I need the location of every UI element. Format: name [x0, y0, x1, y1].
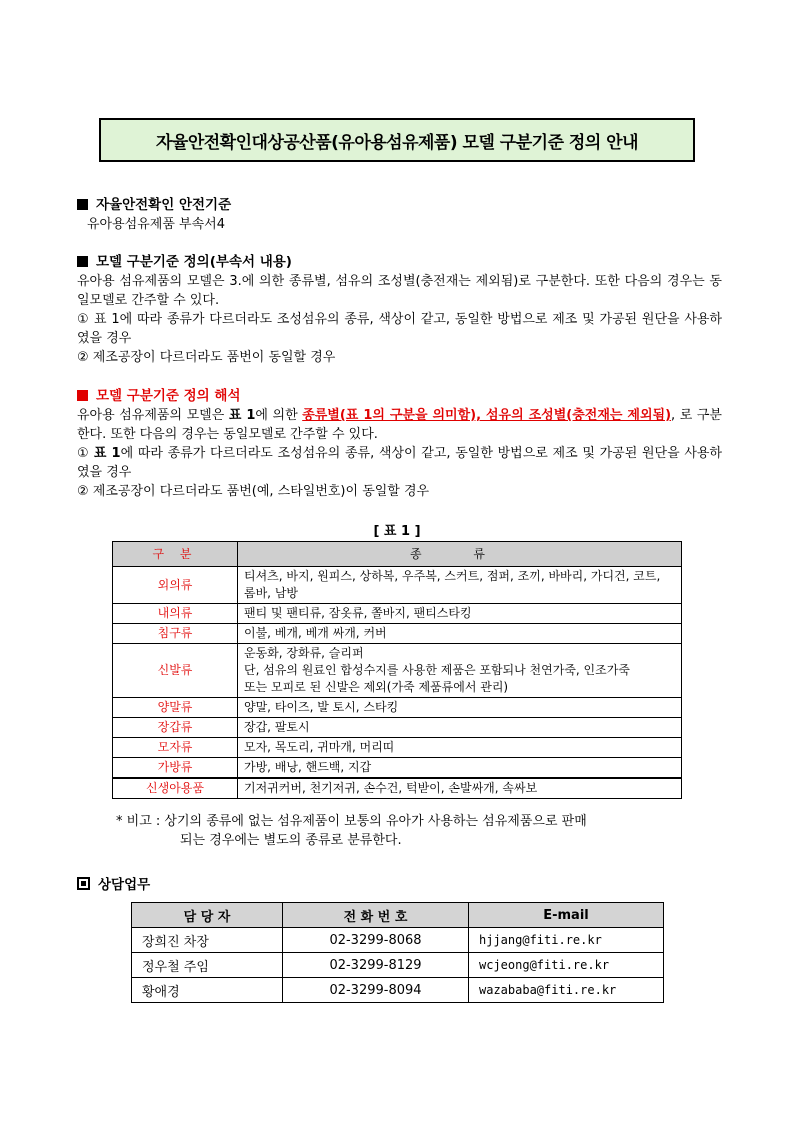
description-cell: 가방, 배낭, 핸드백, 지갑	[238, 758, 682, 779]
description-cell: 양말, 타이즈, 발 토시, 스타킹	[238, 698, 682, 718]
category-cell: 신생아용품	[113, 778, 238, 799]
table-row	[113, 604, 682, 624]
table-note: * 비고 : 상기의 종류에 없는 섬유제품이 보통의 유아가 사용하는 섬유제품으로 판매 되는 경우에는 별도의 종류로 분류한다.	[116, 814, 587, 848]
category-cell: 신발류	[113, 644, 238, 698]
contact-name: 장희진 차장	[132, 928, 283, 953]
section-heading: 모델 구분기준 정의(부속서 내용)	[77, 253, 722, 272]
category-cell: 침구류	[113, 624, 238, 644]
description-cell: 운동화, 장화류, 슬리퍼 단, 섬유의 원료인 합성수지를 사용한 제품은 포함되나 천연가죽, 인조가죽 또는 모피로 된 신발은 제외(가죽 제품류에서 관리)	[238, 644, 682, 698]
table-header-row	[132, 903, 664, 928]
description-cell: 장갑, 팔토시	[238, 718, 682, 738]
table-row	[113, 738, 682, 758]
category-table	[112, 541, 682, 799]
square-bullet-icon	[77, 390, 88, 401]
contact-phone: 02-3299-8094	[283, 978, 469, 1003]
table-row	[113, 758, 682, 779]
column-header: 담 당 자	[132, 903, 283, 928]
contact-name: 황애경	[132, 978, 283, 1003]
section-safety-standard	[77, 196, 722, 234]
column-header: 구 분	[113, 542, 238, 567]
list-item: ① 표 1에 따라 종류가 다르더라도 조성섬유의 종류, 색상이 같고, 동일한 방법으로 제조 및 가공된 원단을 사용하였을 경우	[77, 312, 722, 346]
consult-heading: 상담업무	[77, 873, 150, 893]
category-cell: 장갑류	[113, 718, 238, 738]
paragraph: 유아용 섬유제품의 모델은 표 1에 의한 종류별(표 1의 구분을 의미함), 섬유의 조성별(충전재는 제외됨), 로 구분한다. 또한 다음의 경우는 동일모델로 간주할 수 있다.	[77, 408, 722, 442]
section-heading: 모델 구분기준 정의 해석	[77, 387, 722, 406]
description-cell: 팬티 및 팬티류, 잠옷류, 쫄바지, 팬티스타킹	[238, 604, 682, 624]
square-bullet-icon	[77, 256, 88, 267]
table-row	[132, 978, 664, 1003]
table-row	[113, 624, 682, 644]
section-model-interpretation	[77, 387, 722, 501]
table-caption: [ 표 1 ]	[373, 524, 421, 539]
contact-email[interactable]: wazababa@fiti.re.kr	[469, 978, 664, 1003]
table-row	[132, 928, 664, 953]
paragraph: 유아용 섬유제품의 모델은 3.에 의한 종류별, 섬유의 조성별(충전재는 제외됨)로 구분한다. 또한 다음의 경우는 동일모델로 간주할 수 있다.	[77, 274, 722, 308]
contact-name: 정우철 주임	[132, 953, 283, 978]
description-cell: 모자, 목도리, 귀마개, 머리띠	[238, 738, 682, 758]
highlighted-text: 종류별(표 1의 구분을 의미함), 섬유의 조성별(충전재는 제외됨)	[302, 408, 672, 423]
section-model-definition	[77, 253, 722, 367]
category-cell: 양말류	[113, 698, 238, 718]
contact-email[interactable]: hjjang@fiti.re.kr	[469, 928, 664, 953]
table-row	[113, 644, 682, 698]
category-cell: 모자류	[113, 738, 238, 758]
description-cell: 기저귀커버, 천기저귀, 손수건, 턱받이, 손발싸개, 속싸보	[238, 778, 682, 799]
contact-phone: 02-3299-8129	[283, 953, 469, 978]
boxed-square-bullet-icon	[77, 877, 90, 890]
column-header: E-mail	[469, 903, 664, 928]
description-cell: 이불, 베개, 베개 싸개, 커버	[238, 624, 682, 644]
table-header-row	[113, 542, 682, 567]
table-row	[113, 778, 682, 799]
column-header: 종 류	[238, 542, 682, 567]
category-cell: 내의류	[113, 604, 238, 624]
table-row	[132, 953, 664, 978]
column-header: 전 화 번 호	[283, 903, 469, 928]
category-cell: 외의류	[113, 567, 238, 604]
contact-table	[131, 902, 664, 1003]
table-row	[113, 718, 682, 738]
table-row	[113, 567, 682, 604]
description-cell: 티셔츠, 바지, 원피스, 상하복, 우주복, 스커트, 점퍼, 조끼, 바바리, 가디건, 코트, 롬바, 남방	[238, 567, 682, 604]
contact-phone: 02-3299-8068	[283, 928, 469, 953]
table-row	[113, 698, 682, 718]
page-title: 자율안전확인대상공산품(유아용섬유제품) 모델 구분기준 정의 안내	[99, 118, 695, 162]
contact-email[interactable]: wcjeong@fiti.re.kr	[469, 953, 664, 978]
section-heading: 자율안전확인 안전기준	[77, 196, 722, 215]
square-bullet-icon	[77, 199, 88, 210]
category-cell: 가방류	[113, 758, 238, 779]
list-item: ① 표 1에 따라 종류가 다르더라도 조성섬유의 종류, 색상이 같고, 동일한 방법으로 제조 및 가공된 원단을 사용하였을 경우	[77, 446, 722, 480]
list-item: ② 제조공장이 다르더라도 품번(예, 스타일번호)이 동일할 경우	[77, 484, 430, 499]
list-item: ② 제조공장이 다르더라도 품번이 동일할 경우	[77, 350, 336, 365]
section-body: 유아용섬유제품 부속서4	[87, 217, 225, 232]
